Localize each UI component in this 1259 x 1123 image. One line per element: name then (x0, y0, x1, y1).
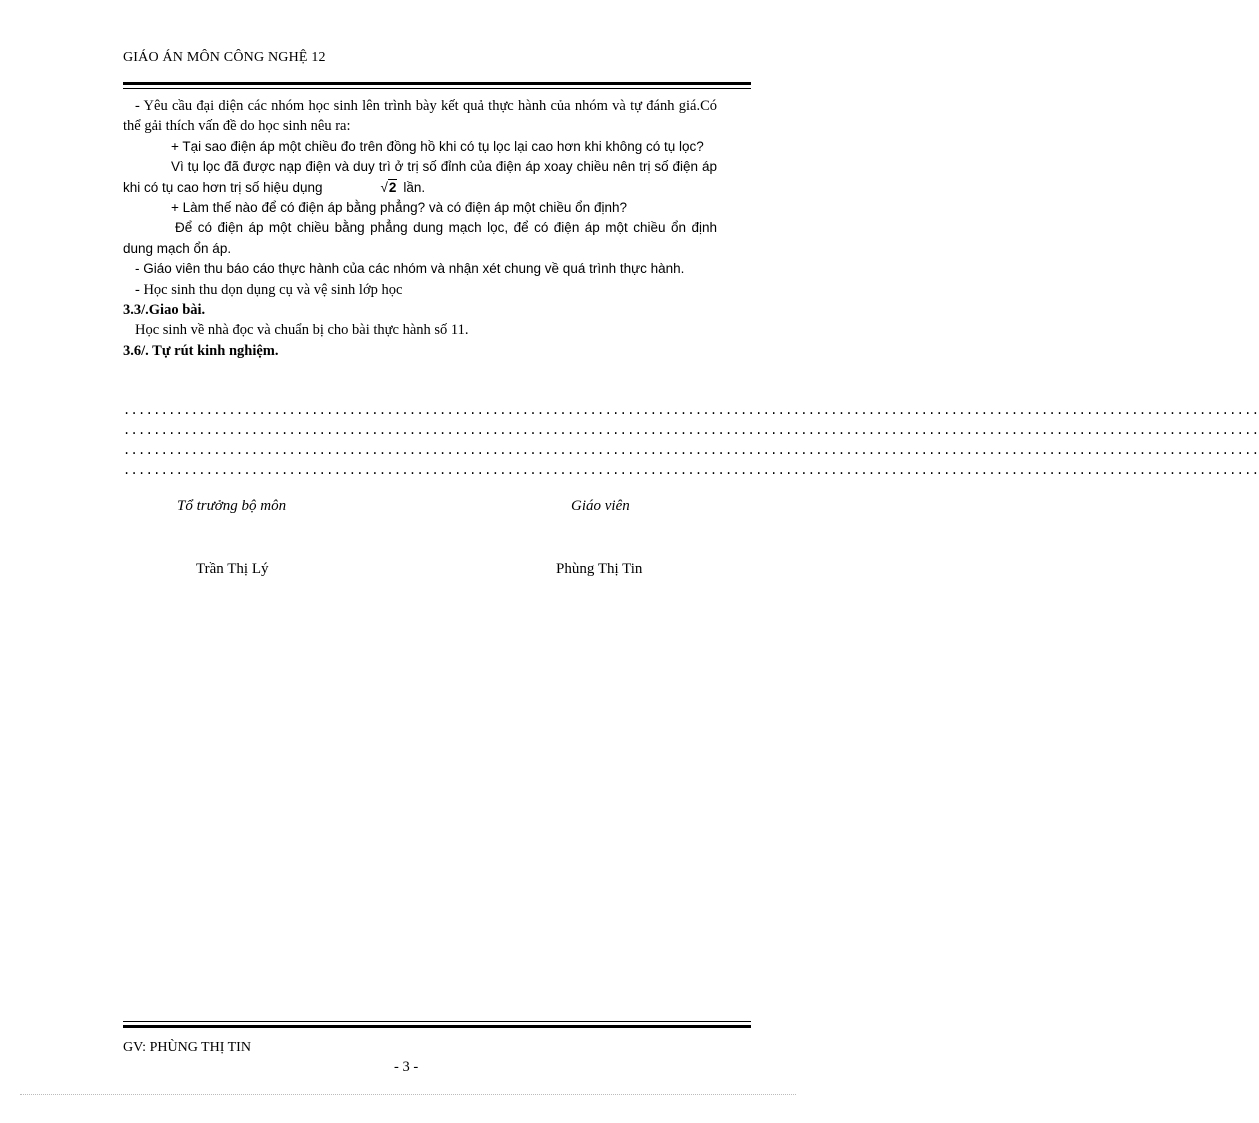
signature-name-department-head: Trần Thị Lý (196, 561, 269, 577)
page-bottom-dotted-border (20, 1094, 796, 1095)
heading-assignment: 3.3/.Giao bài. (123, 302, 206, 319)
signature-label-department-head: Tổ trưởng bộ môn (177, 498, 287, 514)
answer-text: Vì tụ lọc đã được nạp điện và duy trì ở trị số đỉnh của điện áp xoay chiều nên trị số điện áp khi có tụ cao hơn trị số hiệu dụng (123, 159, 717, 195)
paragraph-teacher-collects: - Giáo viên thu báo cáo thực hành của các nhóm và nhận xét chung về quá trình thực hành. (135, 261, 685, 277)
sqrt-symbol: √2 (380, 179, 397, 195)
question-why-higher-voltage (123, 137, 717, 157)
page-header-title: GIÁO ÁN MÔN CÔNG NGHỆ 12 (123, 50, 326, 65)
footer-rule-thick (123, 1025, 751, 1028)
paragraph-report-request: - Yêu cầu đại diện các nhóm học sinh lên trình bày kết quả thực hành của nhóm và tự đánh giá.Có thể gải thích vấn đề do học sinh nêu ra: (123, 98, 717, 135)
page-number: - 3 - (394, 1059, 419, 1075)
signature-name-teacher: Phùng Thị Tin (556, 561, 643, 577)
footer-rule-thin (123, 1021, 751, 1022)
answer-suffix: lần. (403, 179, 426, 195)
answer-capacitor (123, 157, 717, 198)
question-text: + Tại sao điện áp một chiều đo trên đồng hồ khi có tụ lọc lại cao hơn khi không có tụ lọc? (171, 138, 704, 154)
dotted-line-2: ....................................................................................................................................................... (123, 423, 1259, 437)
header-rule-thin (123, 88, 751, 89)
answer-filter-circuit: Để có điện áp một chiều bằng phẳng dung mạch lọc, để có điện áp một chiều ổn định dung mạch ổn áp. (123, 220, 717, 256)
footer-teacher-name: GV: PHÙNG THỊ TIN (123, 1040, 251, 1055)
heading-self-review: 3.6/. Tự rút kinh nghiệm. (123, 342, 279, 359)
dotted-line-1: ....................................................................................................................................................... (123, 403, 1259, 417)
signature-label-teacher: Giáo viên (571, 498, 630, 514)
sqrt-value: 2 (388, 179, 397, 195)
header-rule-thick (123, 82, 751, 85)
dotted-line-4: ....................................................................................................................................................... (123, 463, 1259, 477)
question-flat-voltage: + Làm thế nào để có điện áp bằng phẳng? và có điện áp một chiều ổn định? (171, 200, 627, 216)
dotted-line-3: ....................................................................................................................................................... (123, 443, 1259, 457)
document-body (123, 96, 717, 361)
paragraph-homework: Học sinh về nhà đọc và chuẩn bị cho bài thực hành số 11. (135, 322, 469, 339)
paragraph-cleanup: - Học sinh thu dọn dụng cụ và vệ sinh lớp học (135, 281, 403, 298)
